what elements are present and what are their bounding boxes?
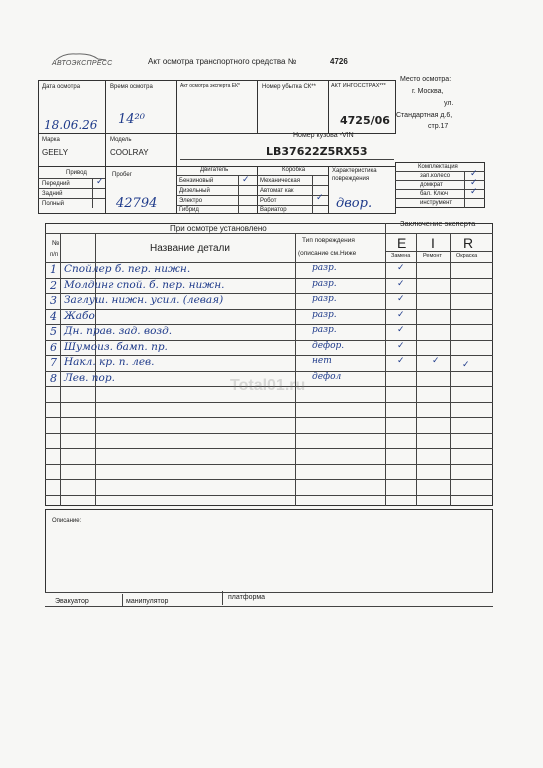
- equip-wrench-check-icon: ✓: [470, 187, 478, 197]
- gearbox-robot-check-icon: ✓: [316, 193, 324, 203]
- ck-label: Номер убытка СК**: [262, 84, 316, 90]
- table-row-line: [45, 448, 493, 449]
- footer-bottom-line: [45, 606, 493, 607]
- col-r-label: R: [463, 235, 474, 251]
- col-no-label-2: п/п: [50, 252, 59, 258]
- row-damage-type: разр.: [312, 294, 337, 304]
- replace-check-icon: ✓: [397, 356, 405, 366]
- drive-divider-3: [38, 198, 106, 199]
- time-label: Время осмотра: [110, 84, 153, 90]
- act-number: 4726: [330, 57, 348, 66]
- table-col-line: [450, 233, 451, 506]
- ingos-label: АКТ ИНГОССТРАХ***: [331, 83, 386, 89]
- gearbox-divider-1: [257, 175, 329, 176]
- equip-jack-check-icon: ✓: [470, 178, 478, 188]
- description-label: Описание:: [52, 518, 82, 524]
- row-part-name: Лев. пор.: [64, 371, 115, 384]
- damage-char-label-2: повреждения: [332, 176, 370, 182]
- table-header-line: [45, 233, 493, 234]
- damage-char-label-1: Характеристика: [332, 168, 377, 174]
- gearbox-cvt: Вариатор: [260, 207, 287, 213]
- engine-diesel: Дизельный: [179, 188, 210, 194]
- row-part-name: Дн. прав. зад. возд.: [64, 325, 173, 337]
- gearbox-divider-4: [257, 205, 329, 206]
- row-number: 4: [50, 309, 57, 323]
- row-part-name: Заглуш. нижн. усил. (левая): [64, 294, 224, 306]
- table-col-line: [60, 233, 61, 506]
- engine-divider-3: [176, 195, 258, 196]
- equip-divider-4: [395, 198, 485, 199]
- table-row-line: [45, 464, 493, 465]
- col-name-label: Название детали: [150, 243, 230, 254]
- row-damage-type: разр.: [312, 278, 337, 289]
- vin-value: LB37622Z5RX53: [266, 145, 368, 158]
- equip-wrench: бал. Ключ: [420, 191, 448, 197]
- footer-divider-1: [122, 594, 123, 606]
- replace-check-icon: ✓: [397, 325, 405, 335]
- row-part-name: Накл. кр. п. лев.: [64, 356, 155, 368]
- row-part-name: Жабо: [64, 309, 95, 322]
- replace-check-icon: ✓: [397, 294, 405, 304]
- row-number: 7: [50, 356, 57, 369]
- table-subheader-line: [385, 251, 493, 252]
- evacuator-label: Эвакуатор: [55, 598, 89, 605]
- engine-electro: Электро: [179, 198, 203, 204]
- row-damage-type: нет: [312, 356, 332, 366]
- engine-petrol-check-icon: ✓: [242, 175, 250, 185]
- drive-divider-2: [38, 188, 106, 189]
- drive-front-check-icon: ✓: [96, 177, 104, 187]
- table-row-line: [45, 479, 493, 480]
- expert-title: Заключение эксперта: [400, 219, 476, 228]
- replace-check-icon: ✓: [397, 263, 405, 273]
- place-line-3: Стандартная д.6,: [396, 112, 453, 119]
- drive-check-col: [92, 178, 93, 208]
- engine-petrol: Бензиновый: [179, 178, 214, 184]
- row-number: 1: [50, 263, 57, 276]
- gearbox-check-col: [312, 175, 313, 214]
- replace-check-icon: ✓: [397, 278, 405, 289]
- table-col-line: [416, 233, 417, 506]
- gearbox-divider-2: [257, 185, 329, 186]
- desc-line: [45, 592, 493, 593]
- place-line-4: стр.17: [428, 123, 449, 130]
- paint-check-icon: ✓: [462, 360, 470, 370]
- table-row-line: [45, 495, 493, 496]
- col-type-label-2: (описание см.Ниже: [298, 250, 357, 257]
- row-number: 5: [50, 325, 57, 338]
- date-label: Дата осмотра: [42, 84, 81, 90]
- gearbox-robot: Робот: [260, 198, 277, 204]
- gearbox-auto: Автомат как: [260, 188, 294, 194]
- row-damage-type: разр.: [312, 309, 337, 320]
- table-row-line: [45, 433, 493, 434]
- drive-full: Полный: [42, 201, 64, 207]
- table-col-line: [295, 233, 296, 506]
- section-title: При осмотре установлено: [170, 224, 267, 233]
- replace-check-icon: ✓: [397, 340, 405, 351]
- mileage-label: Пробег: [112, 172, 132, 178]
- row-part-name: Шумоиз. бамп. пр.: [64, 340, 168, 353]
- table-row-line: [45, 309, 493, 310]
- equip-check-col: [464, 171, 465, 208]
- drive-front: Передний: [42, 181, 70, 187]
- engine-hybrid: Гибрид: [179, 207, 199, 213]
- expert-label: Акт осмотра эксперта ЕК*: [180, 83, 240, 89]
- equip-jack: домкрат: [420, 182, 443, 188]
- row-number: 8: [50, 371, 57, 385]
- col-type-label-1: Тип повреждения: [302, 237, 355, 244]
- paint-check-icon: ✓: [432, 356, 440, 366]
- logo-text: АВТОЭКСПРЕСС: [52, 60, 113, 67]
- manipulator-label: манипулятор: [126, 598, 169, 605]
- brand-label: Марка: [42, 137, 60, 143]
- drive-label: Привод: [66, 170, 87, 176]
- logo: [50, 50, 112, 72]
- model-label: Модель: [110, 137, 132, 143]
- gearbox-label: Коробка: [282, 167, 306, 173]
- col-r-sub: Окраска: [456, 253, 478, 259]
- engine-divider-2: [176, 185, 258, 186]
- engine-divider-4: [176, 205, 258, 206]
- row-part-name: Молдинг спой. б. пер. нижн.: [64, 278, 225, 291]
- document-title: Акт осмотра транспортного средства №: [148, 57, 297, 66]
- brand-value: GEELY: [42, 148, 69, 157]
- row-damage-type: дефол: [312, 371, 342, 382]
- damage-char-value: двор.: [336, 196, 373, 211]
- row-number: 2: [50, 278, 57, 292]
- model-value: COOLRAY: [110, 148, 149, 157]
- footer-divider-2: [222, 591, 223, 605]
- col-i-label: I: [431, 235, 435, 251]
- drive-rear: Задний: [42, 191, 63, 197]
- equip-tools: инструмент: [420, 200, 453, 206]
- gearbox-manual: Механическая: [260, 178, 301, 184]
- vin-label: Номер кузова -VIN: [293, 132, 354, 139]
- equip-spare-check-icon: ✓: [470, 169, 478, 179]
- description-box: [45, 509, 493, 593]
- table-row-line: [45, 417, 493, 418]
- platform-label: платформа: [228, 594, 266, 601]
- col-i-sub: Ремонт: [423, 253, 442, 259]
- row-damage-type: разр.: [312, 263, 337, 273]
- watermark: Total01.ru: [230, 377, 306, 394]
- engine-label: Двигатель: [200, 167, 229, 173]
- date-value: 18.06.26: [44, 118, 98, 132]
- col-e-label: E: [397, 235, 407, 251]
- place-line-1: г. Москва,: [412, 88, 444, 95]
- row-number: 6: [50, 340, 57, 354]
- col-e-sub: Замена: [391, 253, 411, 259]
- ingos-act-value: 4725/06: [340, 114, 390, 127]
- row-number: 3: [50, 294, 57, 307]
- place-label: Место осмотра:: [400, 76, 452, 83]
- row-part-name: Спойлер б. пер. нижн.: [64, 263, 191, 275]
- table-row-line: [45, 402, 493, 403]
- equipment-label: Комплектация: [418, 164, 458, 170]
- vin-underline: [180, 159, 394, 160]
- equip-spare: зап.колесо: [420, 173, 451, 179]
- row-damage-type: разр.: [312, 325, 337, 335]
- mileage-value: 42794: [116, 196, 158, 211]
- time-value: 14²⁰: [118, 112, 145, 127]
- engine-check-col: [238, 175, 239, 214]
- replace-check-icon: ✓: [397, 309, 405, 320]
- col-no-label: №: [52, 240, 60, 247]
- row-damage-type: дефор.: [312, 340, 345, 351]
- place-line-2: ул.: [444, 100, 454, 107]
